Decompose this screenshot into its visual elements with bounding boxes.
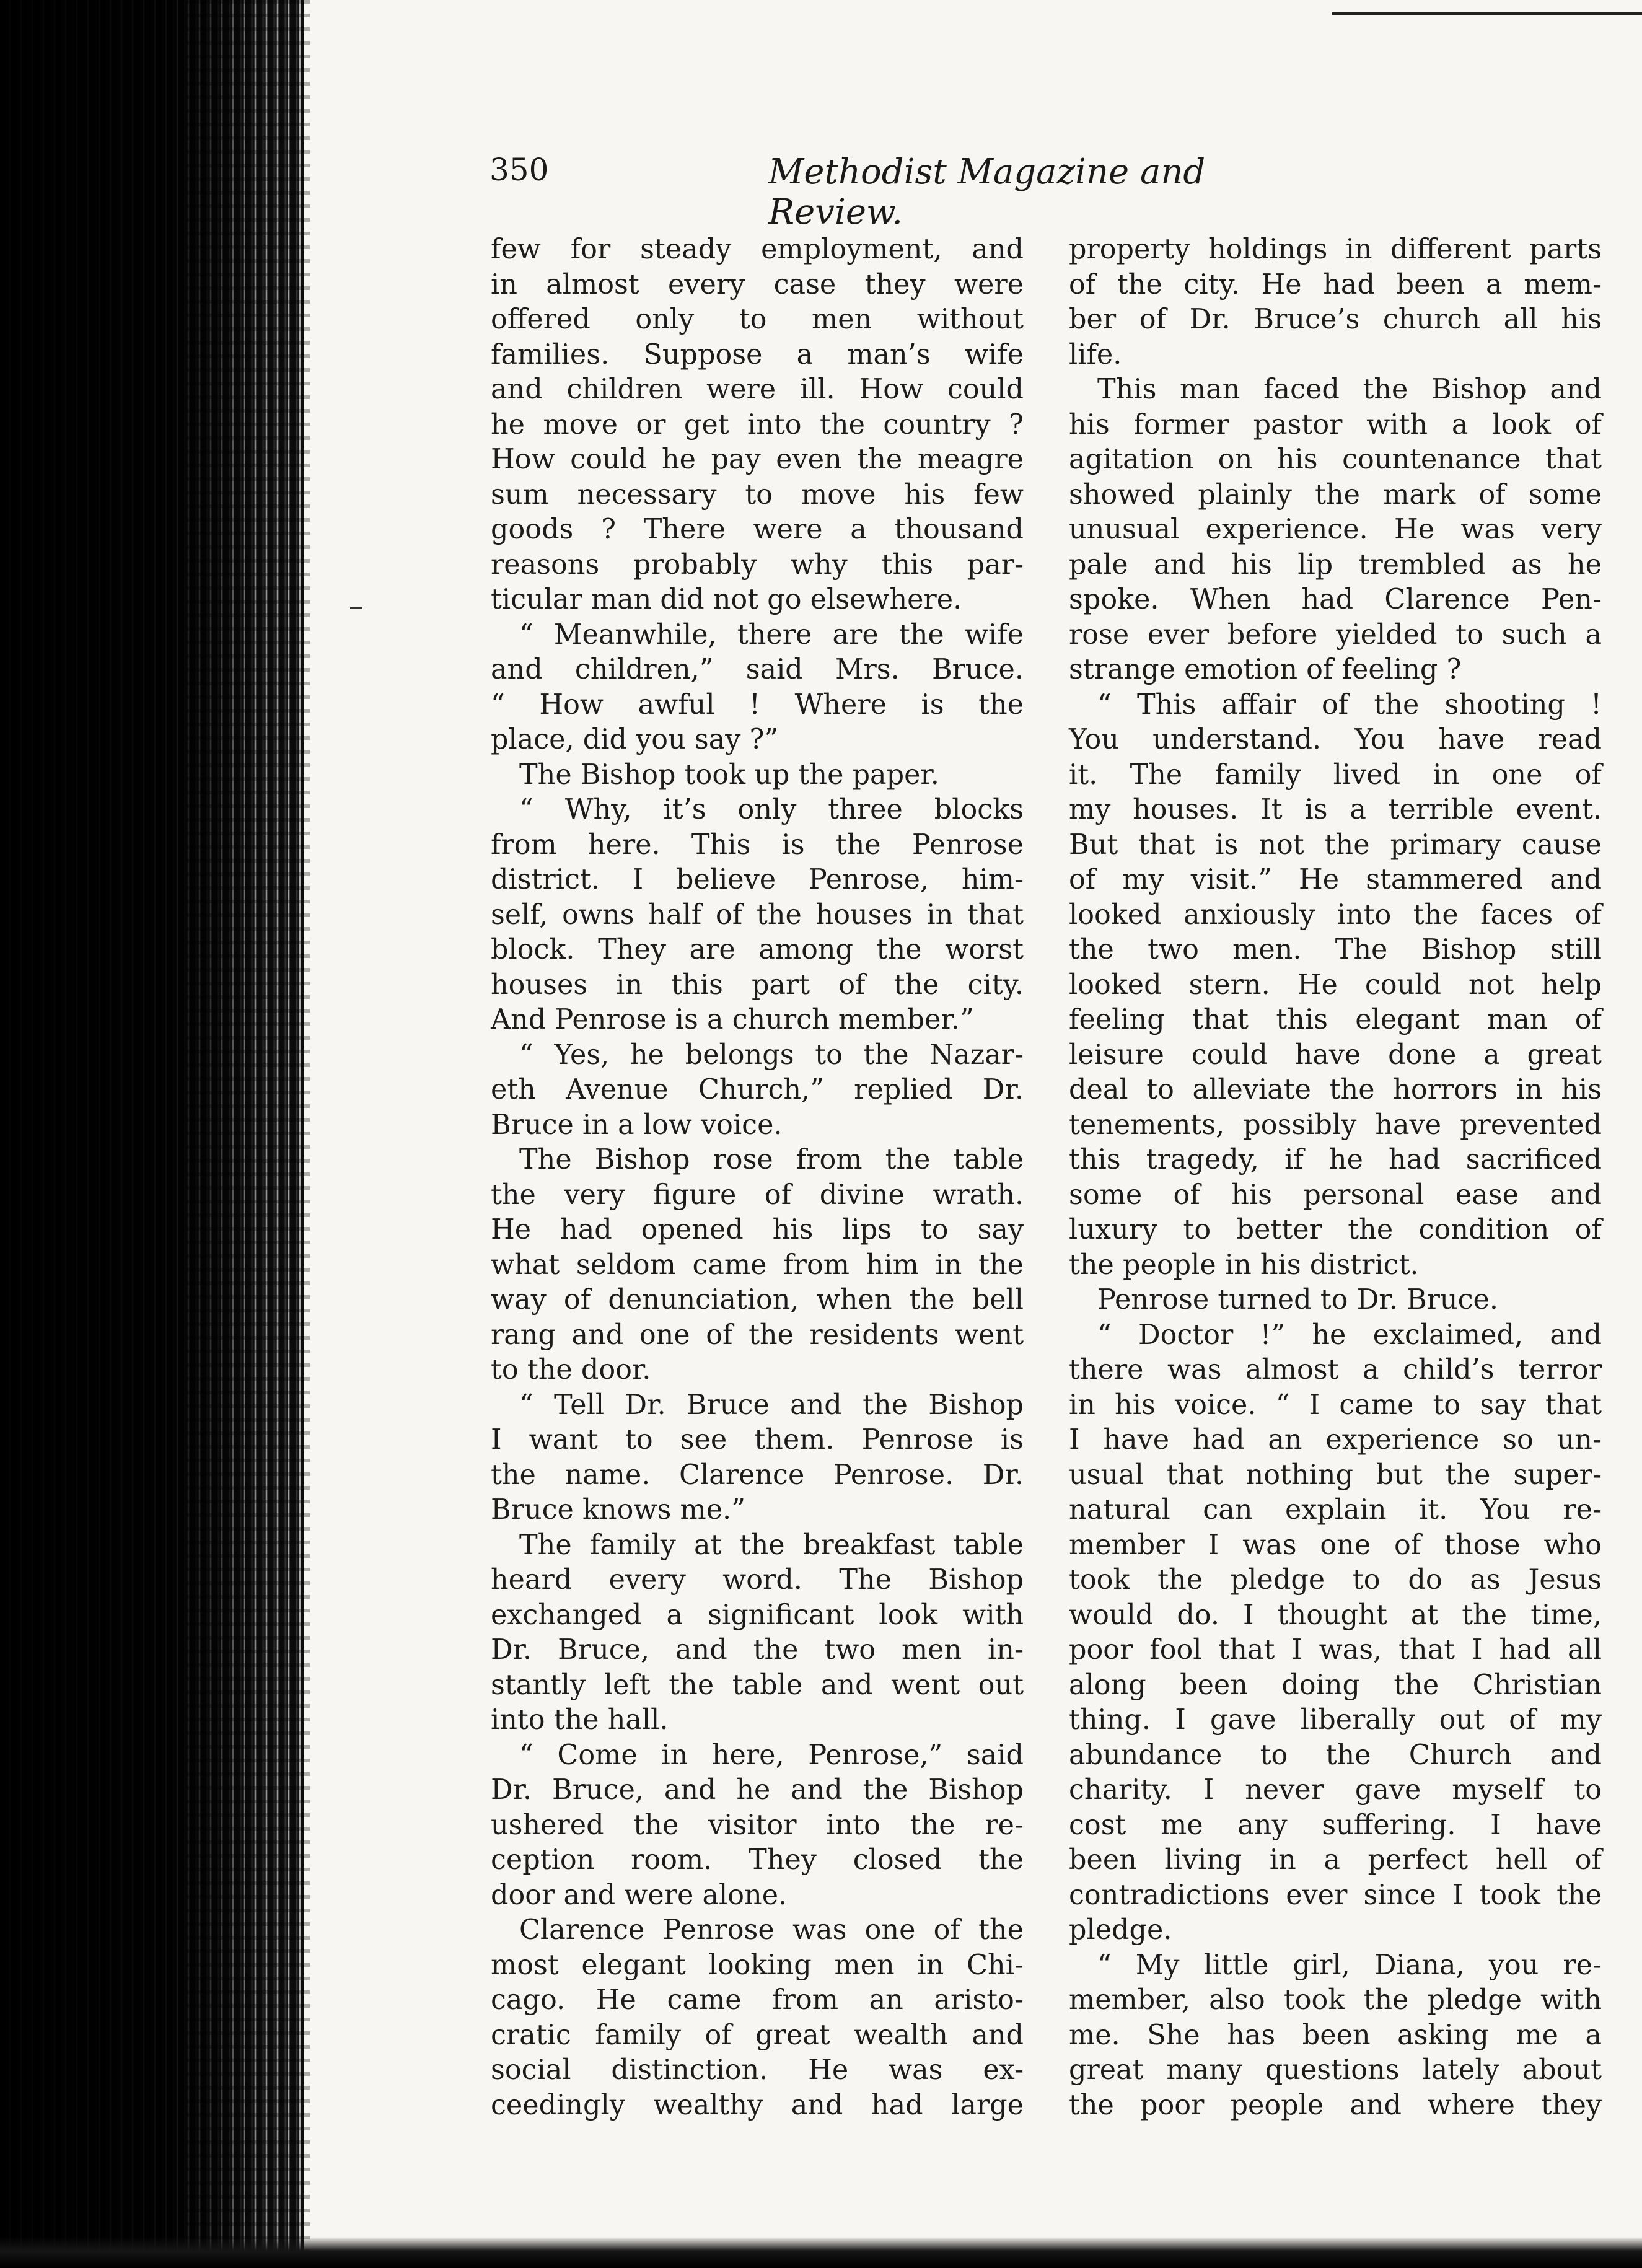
text-column-left — [491, 232, 1024, 2123]
scanned-bottom-edge — [0, 2237, 1642, 2268]
text-line: thing. I gave liberally out of my — [1069, 1704, 1602, 1736]
text-line: I have had an experience so un- — [1069, 1424, 1602, 1456]
text-line: place, did you say ?” — [491, 724, 779, 755]
text-line: few for steady employment, and — [491, 234, 1024, 265]
text-line: exchanged a significant look with — [491, 1599, 1024, 1631]
text-line: Dr. Bruce, and he and the Bishop — [491, 1774, 1024, 1806]
text-line: would do. I thought at the time, — [1069, 1599, 1602, 1631]
text-line: block. They are among the worst — [491, 934, 1024, 965]
text-line: and children were ill. How could — [491, 374, 1024, 405]
text-line: spoke. When had Clarence Pen- — [1069, 584, 1602, 615]
text-line: abundance to the Church and — [1069, 1739, 1602, 1771]
text-line: member, also took the pledge with — [1069, 1984, 1602, 2016]
text-line: Clarence Penrose was one of the — [519, 1914, 1024, 1946]
text-line: cago. He came from an aristo- — [491, 1984, 1024, 2016]
text-line: this tragedy, if he had sacrificed — [1069, 1144, 1602, 1176]
page-number: 350 — [490, 152, 549, 188]
text-line: pledge. — [1069, 1914, 1172, 1946]
text-line: “ Meanwhile, there are the wife — [519, 618, 1024, 651]
text-line: “ Come in here, Penrose,” said — [519, 1739, 1024, 1771]
text-line: to the door. — [491, 1354, 651, 1386]
text-line: “ How awful ! Where is the — [491, 688, 1024, 721]
text-line: took the pledge to do as Jesus — [1069, 1564, 1602, 1596]
text-line: district. I believe Penrose, him- — [491, 864, 1024, 895]
text-line: ushered the visitor into the re- — [491, 1809, 1024, 1841]
text-line: How could he pay even the meagre — [491, 444, 1024, 475]
text-line: heard every word. The Bishop — [491, 1564, 1024, 1596]
text-line: offered only to men without — [491, 304, 1024, 335]
text-line: the two men. The Bishop still — [1069, 934, 1602, 965]
text-line: Bruce in a low voice. — [491, 1109, 783, 1141]
text-line: And Penrose is a church member.” — [491, 1004, 974, 1035]
text-line: the name. Clarence Penrose. Dr. — [491, 1459, 1024, 1491]
text-line: rose ever before yielded to such a — [1069, 618, 1602, 651]
text-line: goods ? There were a thousand — [491, 514, 1024, 545]
text-line: tenements, possibly have prevented — [1069, 1109, 1602, 1141]
text-line: pale and his lip trembled as he — [1069, 548, 1602, 581]
text-line: natural can explain it. You re- — [1069, 1494, 1602, 1526]
text-line: there was almost a child’s terror — [1069, 1354, 1602, 1386]
text-line: self, owns half of the houses in that — [491, 899, 1024, 931]
text-line: sum necessary to move his few — [491, 478, 1024, 511]
text-line: But that is not the primary cause — [1069, 829, 1602, 861]
text-line: “ Yes, he belongs to the Nazar- — [519, 1039, 1024, 1071]
text-line: poor fool that I was, that I had all — [1069, 1634, 1602, 1666]
text-line: from here. This is the Penrose — [491, 829, 1024, 861]
text-line: looked anxiously into the faces of — [1069, 899, 1602, 931]
text-line: the very figure of divine wrath. — [491, 1179, 1024, 1211]
running-title: Methodist Magazine and Review. — [768, 152, 1206, 232]
text-line: cratic family of great wealth and — [491, 2019, 1024, 2051]
text-line: been living in a perfect hell of — [1069, 1844, 1602, 1876]
text-line: eth Avenue Church,” replied Dr. — [491, 1074, 1024, 1105]
text-line: in his voice. “ I came to say that — [1069, 1389, 1602, 1421]
text-line: usual that nothing but the super- — [1069, 1459, 1602, 1491]
text-line: You understand. You have read — [1069, 724, 1602, 755]
text-line: leisure could have done a great — [1069, 1039, 1602, 1071]
scanned-spine-texture — [186, 0, 310, 2268]
text-line: “ Why, it’s only three blocks — [519, 794, 1024, 825]
text-line: the poor people and where they — [1069, 2089, 1602, 2121]
text-line: and children,” said Mrs. Bruce. — [491, 654, 1024, 685]
top-rule — [1332, 12, 1642, 15]
text-line: it. The family lived in one of — [1069, 758, 1602, 791]
text-line: showed plainly the mark of some — [1069, 478, 1602, 511]
text-line: stantly left the table and went out — [491, 1669, 1024, 1701]
text-line: “ Doctor !” he exclaimed, and — [1097, 1319, 1602, 1351]
text-line: life. — [1069, 338, 1122, 371]
text-line: ception room. They closed the — [491, 1844, 1024, 1876]
text-line: agitation on his countenance that — [1069, 444, 1602, 475]
text-line: unusual experience. He was very — [1069, 514, 1602, 545]
text-line: member I was one of those who — [1069, 1529, 1602, 1561]
text-line: This man faced the Bishop and — [1097, 374, 1602, 405]
text-line: looked stern. He could not help — [1069, 969, 1602, 1001]
text-line: Bruce knows me.” — [491, 1494, 745, 1526]
text-line: of the city. He had been a mem- — [1069, 268, 1602, 301]
text-line: The family at the breakfast table — [519, 1529, 1024, 1561]
text-line: his former pastor with a look of — [1069, 408, 1602, 441]
text-line: “ My little girl, Diana, you re- — [1097, 1949, 1602, 1981]
text-line: the people in his district. — [1069, 1249, 1419, 1281]
text-line: contradictions ever since I took the — [1069, 1879, 1602, 1911]
text-line: me. She has been asking me a — [1069, 2019, 1602, 2051]
text-line: rang and one of the residents went — [491, 1319, 1024, 1351]
text-line: cost me any suffering. I have — [1069, 1809, 1602, 1841]
text-line: reasons probably why this par- — [491, 548, 1024, 581]
text-line: houses in this part of the city. — [491, 969, 1024, 1001]
text-line: most elegant looking men in Chi- — [491, 1949, 1024, 1981]
text-line: feeling that this elegant man of — [1069, 1004, 1602, 1035]
text-line: social distinction. He was ex- — [491, 2054, 1024, 2086]
text-line: way of denunciation, when the bell — [491, 1284, 1024, 1316]
text-line: ticular man did not go elsewhere. — [491, 584, 962, 615]
text-line: great many questions lately about — [1069, 2054, 1602, 2086]
text-line: property holdings in different parts — [1069, 234, 1602, 265]
text-line: he move or get into the country ? — [491, 408, 1024, 441]
text-line: deal to alleviate the horrors in his — [1069, 1074, 1602, 1105]
text-line: along been doing the Christian — [1069, 1669, 1602, 1701]
text-line: “ This affair of the shooting ! — [1097, 688, 1602, 721]
text-line: “ Tell Dr. Bruce and the Bishop — [519, 1389, 1024, 1421]
text-column-right — [1069, 232, 1602, 2123]
text-line: strange emotion of feeling ? — [1069, 654, 1462, 685]
text-line: luxury to better the condition of — [1069, 1214, 1602, 1246]
text-line: what seldom came from him in the — [491, 1249, 1024, 1281]
text-line: Penrose turned to Dr. Bruce. — [1097, 1284, 1498, 1316]
text-line: The Bishop rose from the table — [519, 1144, 1024, 1176]
text-line: my houses. It is a terrible event. — [1069, 794, 1602, 825]
margin-mark — [350, 607, 362, 609]
page-header — [490, 152, 1345, 232]
text-line: families. Suppose a man’s wife — [491, 338, 1024, 371]
text-line: Dr. Bruce, and the two men in- — [491, 1634, 1024, 1666]
text-line: door and were alone. — [491, 1879, 788, 1911]
text-line: charity. I never gave myself to — [1069, 1774, 1602, 1806]
text-line: ceedingly wealthy and had large — [491, 2089, 1024, 2121]
text-line: The Bishop took up the paper. — [519, 758, 939, 791]
text-line: of my visit.” He stammered and — [1069, 864, 1602, 895]
text-line: some of his personal ease and — [1069, 1179, 1602, 1211]
text-line: I want to see them. Penrose is — [491, 1424, 1024, 1456]
text-line: He had opened his lips to say — [491, 1214, 1024, 1246]
text-line: in almost every case they were — [491, 268, 1024, 301]
text-line: into the hall. — [491, 1704, 669, 1736]
text-line: ber of Dr. Bruce’s church all his — [1069, 304, 1602, 335]
